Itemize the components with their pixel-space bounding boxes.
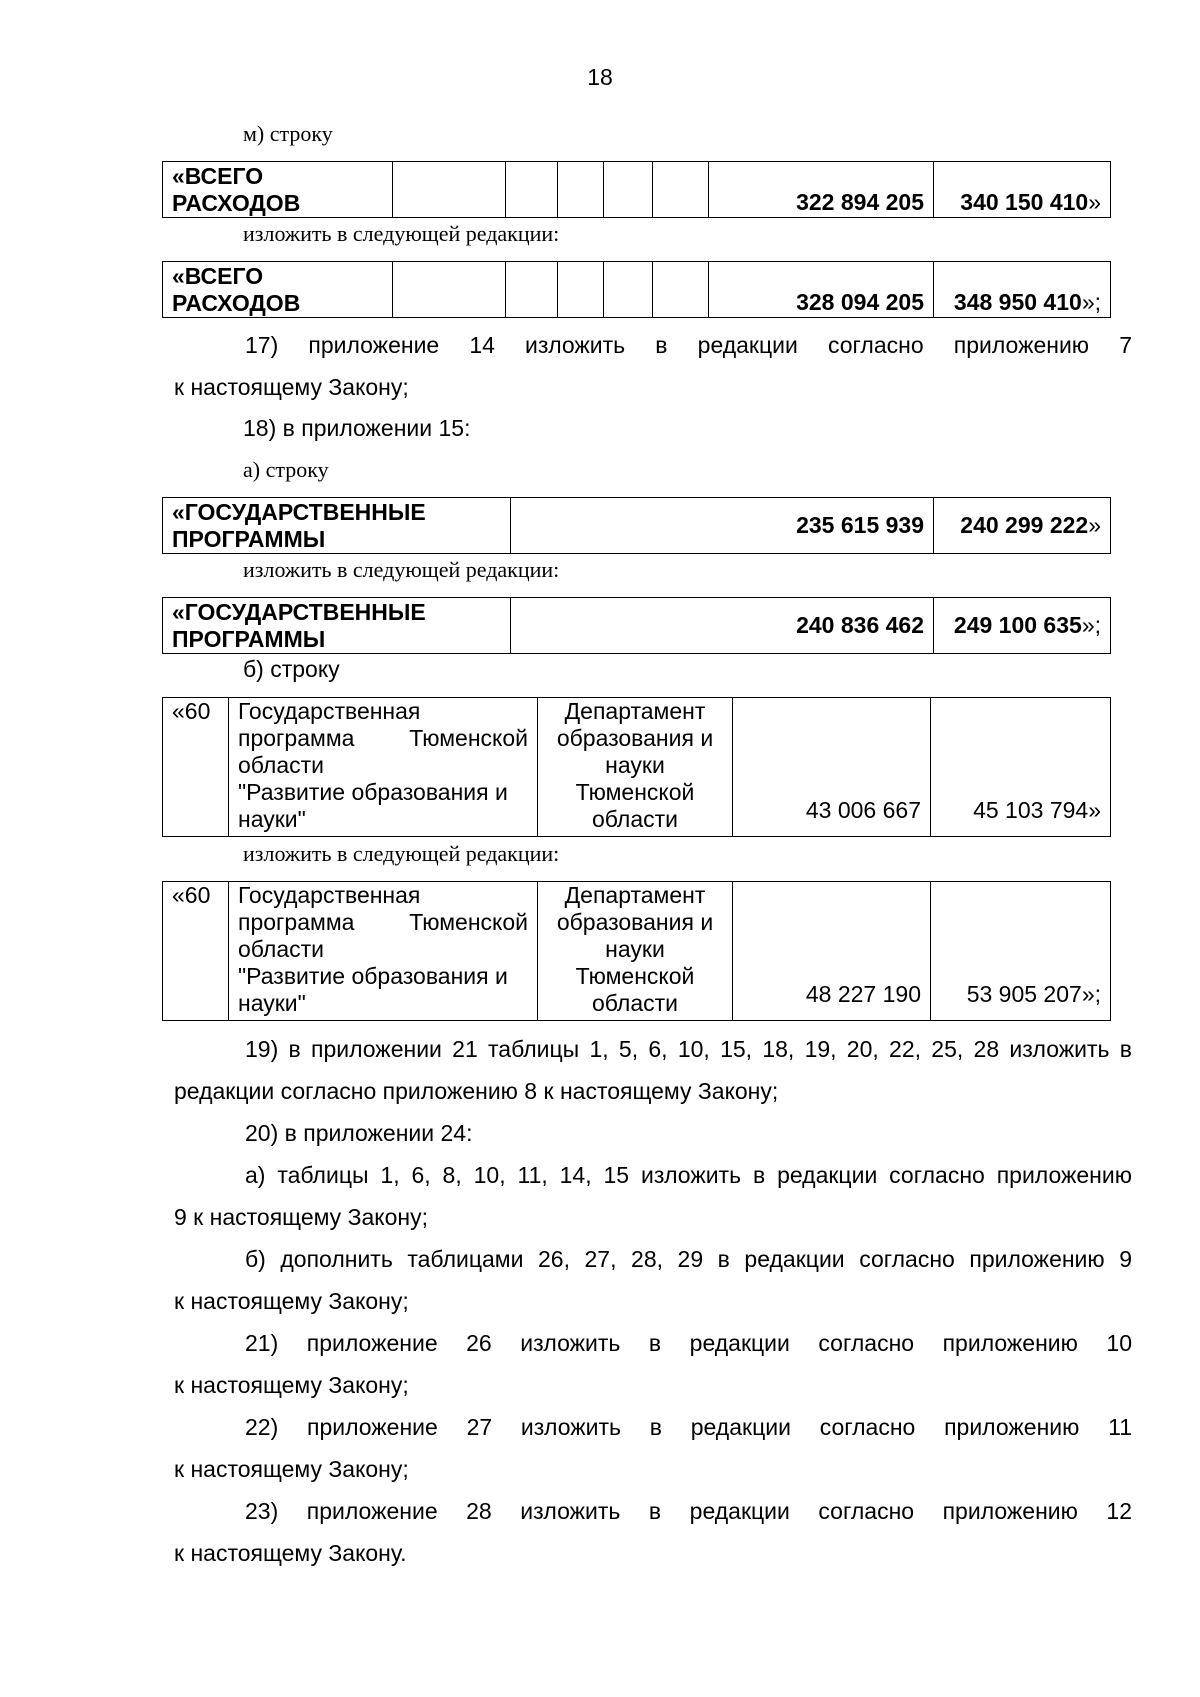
table-18b-old bbox=[162, 697, 1111, 837]
value-cell: 235 615 939 bbox=[511, 498, 934, 554]
paragraph-line: 22) приложение 27 изложить в редакции согласно приложению 11 bbox=[245, 1414, 1132, 1440]
paragraph-19 bbox=[174, 1028, 1132, 1112]
department-cell: Департамент образования и науки Тюменской области bbox=[538, 698, 733, 837]
replace-label: изложить в следующей редакции: bbox=[243, 221, 560, 246]
row-name-cell: «ГОСУДАРСТВЕННЫЕ ПРОГРАММЫ bbox=[163, 498, 511, 554]
table-18a-new bbox=[162, 597, 1111, 654]
department-cell: Департамент образования и науки Тюменской области bbox=[538, 882, 733, 1021]
replace-label: изложить в следующей редакции: bbox=[243, 841, 560, 866]
paragraph-22 bbox=[174, 1406, 1132, 1490]
paragraph-line: к настоящему Закону; bbox=[174, 374, 409, 400]
paragraph-line: 19) в приложении 21 таблицы 1, 5, 6, 10, 15, 18, 19, 20, 22, 25, 28 изложить в bbox=[245, 1036, 1132, 1062]
paragraph-line: к настоящему Закону; bbox=[174, 1372, 409, 1398]
page-number: 18 bbox=[587, 64, 613, 90]
paragraph-line: к настоящему Закону; bbox=[174, 1288, 409, 1314]
item-18b-label: б) строку bbox=[243, 656, 340, 682]
value-cell: 322 894 205 bbox=[709, 162, 934, 218]
value-cell: 240 299 222» bbox=[934, 498, 1111, 554]
paragraph-line: б) дополнить таблицами 26, 27, 28, 29 в редакции согласно приложению 9 bbox=[245, 1246, 1132, 1272]
paragraph-line: 20) в приложении 24: bbox=[245, 1120, 473, 1146]
table-m-old bbox=[162, 161, 1111, 218]
value-cell: 240 836 462 bbox=[511, 598, 934, 654]
paragraph-23 bbox=[174, 1490, 1132, 1574]
table-18b-new bbox=[162, 881, 1111, 1021]
code-cell: «60 bbox=[163, 882, 229, 1021]
table-row bbox=[163, 498, 1111, 554]
paragraph-line: а) таблицы 1, 6, 8, 10, 11, 14, 15 изложить в редакции согласно приложению bbox=[245, 1162, 1132, 1188]
table-row bbox=[163, 598, 1111, 654]
program-cell: Государственная программа Тюменской области "Развитие образования и науки" bbox=[229, 698, 538, 837]
table-row bbox=[163, 698, 1111, 837]
value-cell: 43 006 667 bbox=[733, 698, 931, 837]
table-row bbox=[163, 162, 1111, 218]
paragraph-line: 17) приложение 14 изложить в редакции согласно приложению 7 bbox=[245, 332, 1132, 358]
program-cell: Государственная программа Тюменской области "Развитие образования и науки" bbox=[229, 882, 538, 1021]
code-cell: «60 bbox=[163, 698, 229, 837]
value-cell: 348 950 410»; bbox=[934, 262, 1111, 318]
value-cell: 53 905 207»; bbox=[931, 882, 1111, 1021]
value-cell: 48 227 190 bbox=[733, 882, 931, 1021]
table-row bbox=[163, 882, 1111, 1021]
value-cell: 249 100 635»; bbox=[934, 598, 1111, 654]
item-18-title: 18) в приложении 15: bbox=[243, 415, 471, 441]
paragraph-20 bbox=[174, 1112, 1132, 1322]
replace-label: изложить в следующей редакции: bbox=[243, 557, 560, 582]
row-name-cell: «ГОСУДАРСТВЕННЫЕ ПРОГРАММЫ bbox=[163, 598, 511, 654]
value-cell: 340 150 410» bbox=[934, 162, 1111, 218]
item-m-label: м) строку bbox=[243, 121, 333, 146]
paragraph-line: к настоящему Закону; bbox=[174, 1456, 409, 1482]
paragraph-21 bbox=[174, 1322, 1132, 1406]
paragraph-17 bbox=[174, 324, 1132, 408]
item-18a-label: а) строку bbox=[243, 457, 329, 482]
table-18a-old bbox=[162, 497, 1111, 554]
row-name-cell: «ВСЕГО РАСХОДОВ bbox=[163, 162, 393, 218]
table-row bbox=[163, 262, 1111, 318]
paragraph-line: к настоящему Закону. bbox=[174, 1540, 407, 1566]
paragraph-line: 23) приложение 28 изложить в редакции согласно приложению 12 bbox=[245, 1498, 1132, 1524]
paragraph-line: редакции согласно приложению 8 к настоящему Закону; bbox=[174, 1078, 779, 1104]
value-cell: 45 103 794» bbox=[931, 698, 1111, 837]
table-m-new bbox=[162, 261, 1111, 318]
paragraph-line: 9 к настоящему Закону; bbox=[174, 1204, 428, 1230]
paragraph-line: 21) приложение 26 изложить в редакции согласно приложению 10 bbox=[245, 1330, 1132, 1356]
value-cell: 328 094 205 bbox=[709, 262, 934, 318]
row-name-cell: «ВСЕГО РАСХОДОВ bbox=[163, 262, 393, 318]
